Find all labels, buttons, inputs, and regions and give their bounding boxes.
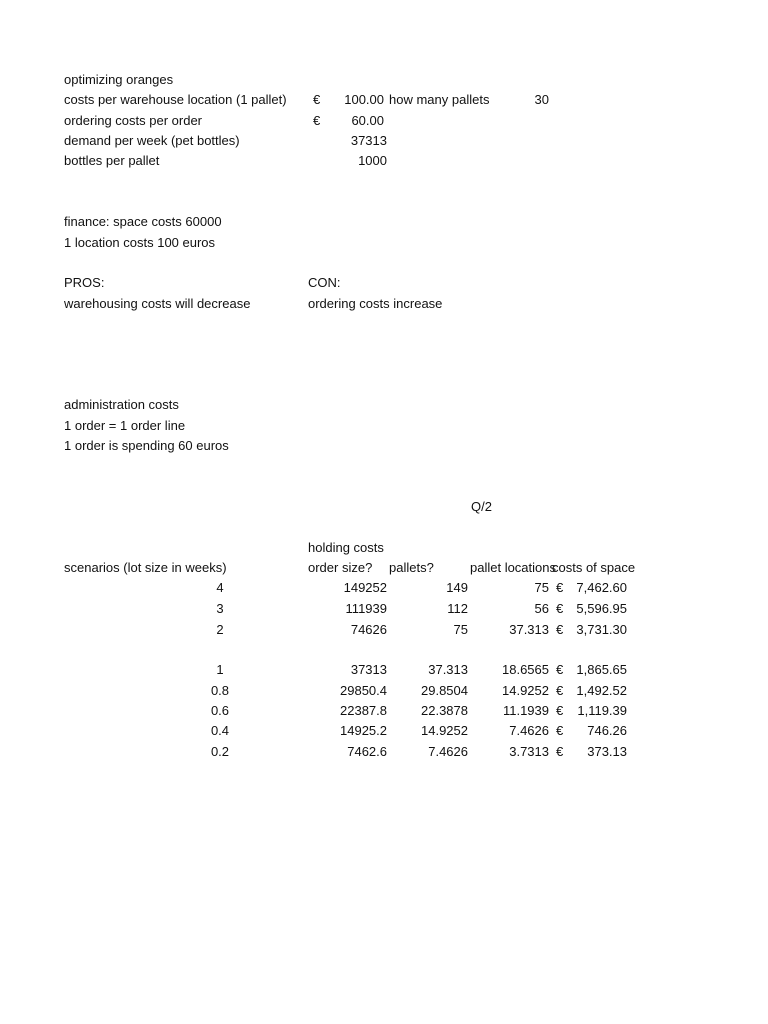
sheet-title: optimizing oranges (64, 72, 174, 87)
admin-line: 1 order is spending 60 euros (64, 438, 229, 453)
holding-costs-label: holding costs (308, 540, 384, 555)
col-header-costs-of-space: costs of space (552, 560, 636, 575)
currency-symbol: € (556, 703, 564, 718)
finance-line: finance: space costs 60000 (64, 214, 222, 229)
pallets-cell: 14.9252 (421, 723, 468, 738)
order-size-cell: 37313 (350, 662, 387, 677)
pallets-cell: 29.8504 (421, 683, 468, 698)
scenario-weeks: 1 (216, 662, 224, 677)
pallets-cell: 22.3878 (421, 703, 468, 718)
header-row-value: 1000 (358, 153, 387, 168)
header-row-label: ordering costs per order (64, 113, 203, 128)
admin-line: administration costs (64, 397, 179, 412)
header-row-note-value: 30 (534, 92, 549, 107)
order-size-cell: 74626 (350, 622, 387, 637)
scenario-weeks: 0.4 (210, 723, 230, 738)
order-size-cell: 14925.2 (340, 723, 387, 738)
pallets-cell: 75 (453, 622, 468, 637)
pallet-locations-cell: 18.6565 (502, 662, 549, 677)
cost-of-space-cell: 746.26 (587, 723, 627, 738)
header-row-label: bottles per pallet (64, 153, 160, 168)
order-size-cell: 29850.4 (340, 683, 387, 698)
currency-symbol: € (556, 580, 564, 595)
pallets-cell: 37.313 (428, 662, 468, 677)
cost-of-space-cell: 1,492.52 (576, 683, 627, 698)
pallet-locations-cell: 14.9252 (502, 683, 549, 698)
scenario-weeks: 0.8 (210, 683, 230, 698)
order-size-cell: 111939 (345, 601, 387, 616)
pros-title: PROS: (64, 275, 105, 290)
pallet-locations-cell: 37.313 (509, 622, 549, 637)
pallet-locations-cell: 11.1939 (502, 703, 549, 718)
currency-symbol: € (556, 723, 564, 738)
order-size-cell: 22387.8 (340, 703, 387, 718)
header-row-label: costs per warehouse location (1 pallet) (64, 92, 287, 107)
scenario-weeks: 2 (216, 622, 224, 637)
pros-text: warehousing costs will decrease (64, 296, 251, 311)
cons-text: ordering costs increase (308, 296, 443, 311)
col-header-pallets: pallets? (389, 560, 434, 575)
col-header-scenario: scenarios (lot size in weeks) (64, 560, 227, 575)
cost-of-space-cell: 5,596.95 (576, 601, 627, 616)
currency-symbol: € (556, 744, 564, 759)
header-row-label: demand per week (pet bottles) (64, 133, 240, 148)
pallet-locations-cell: 3.7313 (509, 744, 549, 759)
pallet-locations-cell: 56 (534, 601, 549, 616)
scenario-weeks: 0.6 (210, 703, 230, 718)
col-header-pallet-locations: pallet locations (470, 560, 556, 575)
currency-symbol: € (556, 622, 564, 637)
cost-of-space-cell: 3,731.30 (576, 622, 627, 637)
currency-symbol: € (556, 662, 564, 677)
scenario-weeks: 3 (216, 601, 224, 616)
pallet-locations-cell: 7.4626 (509, 723, 549, 738)
scenario-weeks: 4 (216, 580, 224, 595)
currency-symbol: € (556, 601, 564, 616)
order-size-cell: 7462.6 (347, 744, 387, 759)
admin-line: 1 order = 1 order line (64, 418, 186, 433)
header-row-value: 37313 (350, 133, 387, 148)
pallets-cell: 7.4626 (428, 744, 468, 759)
header-row-value: 60.00 (351, 113, 384, 128)
col-header-order-size: order size? (308, 560, 373, 575)
currency-symbol: € (313, 92, 321, 107)
cost-of-space-cell: 7,462.60 (576, 580, 627, 595)
cons-title: CON: (308, 275, 341, 290)
order-size-cell: 149252 (343, 580, 387, 595)
pallet-locations-cell: 75 (534, 580, 549, 595)
header-row-note: how many pallets (389, 92, 490, 107)
finance-line: 1 location costs 100 euros (64, 235, 216, 250)
header-row-value: 100.00 (344, 92, 384, 107)
currency-symbol: € (556, 683, 564, 698)
pallets-cell: 112 (447, 601, 468, 616)
q-half-note: Q/2 (471, 499, 492, 514)
pallets-cell: 149 (446, 580, 468, 595)
currency-symbol: € (313, 113, 321, 128)
scenario-weeks: 0.2 (210, 744, 230, 759)
cost-of-space-cell: 1,865.65 (576, 662, 627, 677)
cost-of-space-cell: 1,119.39 (577, 703, 627, 718)
cost-of-space-cell: 373.13 (587, 744, 627, 759)
